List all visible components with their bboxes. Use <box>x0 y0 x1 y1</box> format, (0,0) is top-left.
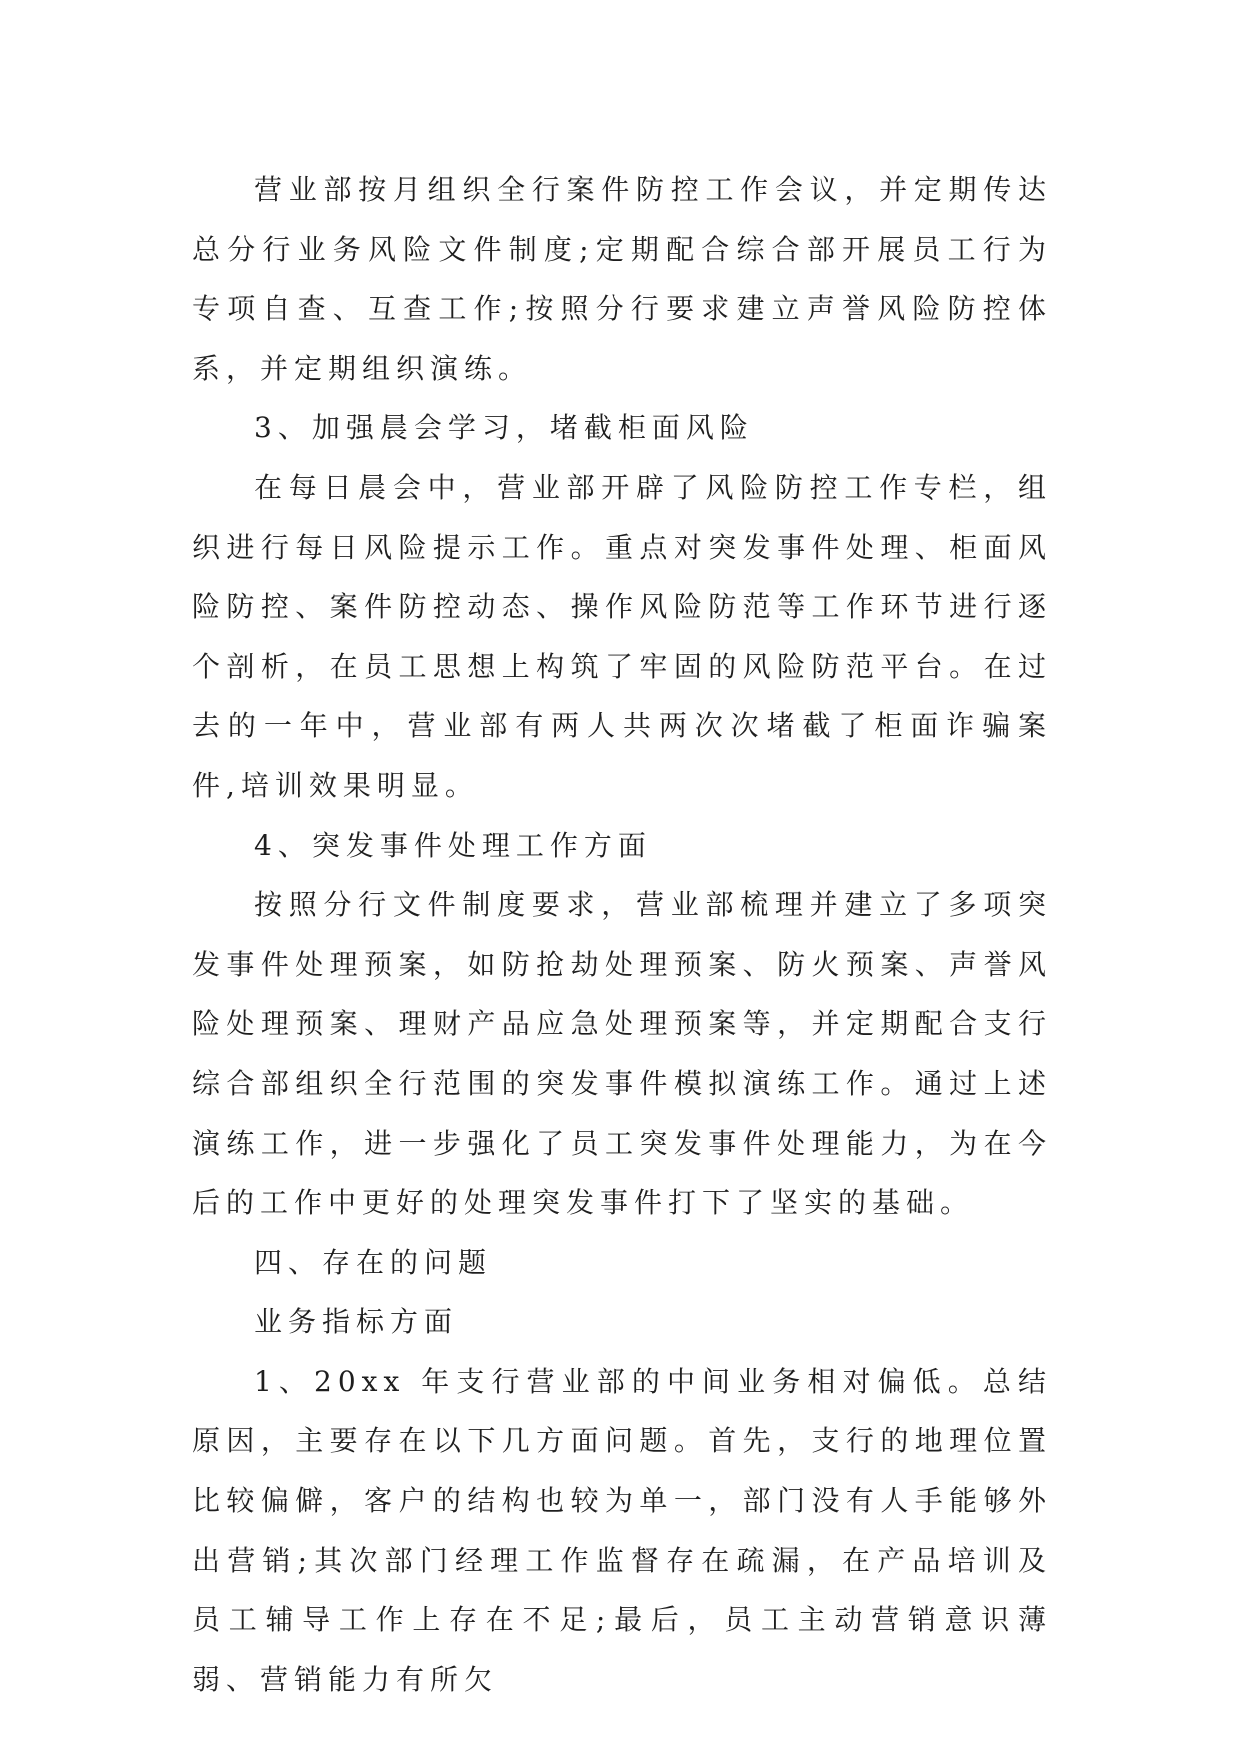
paragraph-intermediate-business: 1、20xx 年支行营业部的中间业务相对偏低。总结原因，主要存在以下几方面问题。首先，支行的地理位置比较偏僻，客户的结构也较为单一，部门没有人手能够外出营销;其次部门经理工作监督存在疏漏，在产品培训及员工辅导工作上存在不足;最后，员工主动营销意识薄弱、营销能力有所欠 <box>192 1364 1052 1696</box>
paragraph-case-control-meetings: 营业部按月组织全行案件防控工作会议，并定期传达总分行业务风险文件制度;定期配合综合部开展员工行为专项自查、互查工作;按照分行要求建立声誉风险防控体系，并定期组织演练。 <box>192 173 1052 385</box>
heading-emergency-handling: 4、突发事件处理工作方面 <box>254 828 652 862</box>
heading-existing-problems: 四、存在的问题 <box>254 1245 493 1279</box>
heading-morning-meeting: 3、加强晨会学习，堵截柜面风险 <box>254 411 754 445</box>
document-body <box>192 160 1052 1709</box>
paragraph-morning-meeting: 在每日晨会中，营业部开辟了风险防控工作专栏，组织进行每日风险提示工作。重点对突发事件处理、柜面风险防控、案件防控动态、操作风险防范等工作环节进行逐个剖析，在员工思想上构筑了牢固的风险防范平台。在过去的一年中，营业部有两人共两次次堵截了柜面诈骗案件,培训效果明显。 <box>192 470 1052 802</box>
heading-business-indicators: 业务指标方面 <box>254 1305 459 1339</box>
paragraph-emergency-handling: 按照分行文件制度要求，营业部梳理并建立了多项突发事件处理预案，如防抢劫处理预案、防火预案、声誉风险处理预案、理财产品应急处理预案等，并定期配合支行综合部组织全行范围的突发事件模拟演练工作。通过上述演练工作，进一步强化了员工突发事件处理能力，为在今后的工作中更好的处理突发事件打下了坚实的基础。 <box>192 888 1052 1220</box>
